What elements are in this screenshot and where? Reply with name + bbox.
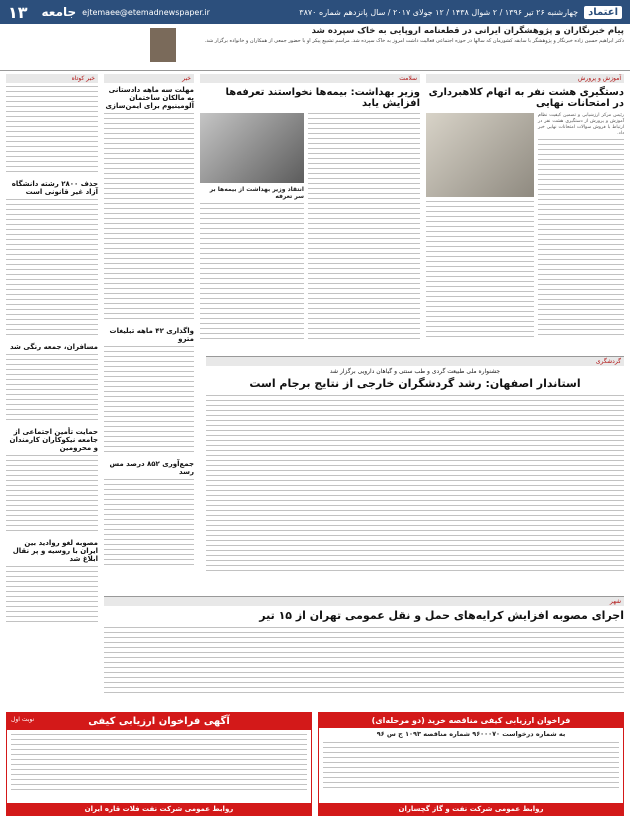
ad-left-title: آگهی فراخوان ارزیابی کیفی (7, 713, 311, 730)
brief-body-lines-5 (6, 566, 98, 626)
brief-body-lines-2 (6, 199, 98, 339)
top-story-box (154, 26, 624, 66)
isfahan-article (206, 356, 624, 587)
hurry-body-lines-3 (104, 479, 194, 569)
hurry-column (104, 74, 194, 594)
page-number: ۱۳ (8, 2, 28, 22)
hurry-headline-2: واگذاری ۴۲ ماهه تبلیغات مترو (109, 327, 194, 343)
ad-left-badge: نوبت اول (11, 716, 35, 723)
health-quote: انتقاد وزیر بهداشت از بیمه‌ها بر سر تعرفه (209, 186, 304, 200)
tehran-article (104, 596, 624, 707)
exam-photo (426, 113, 534, 197)
ad-right-title: فراخوان ارزیابی کیفی مناقصه خرید (دو مرحله‌ای) (319, 713, 623, 728)
brief-headline-2: مسافران، جمعه رنگی شد (9, 343, 98, 351)
ad-right-footer: روابط عمومی شرکت نفت و گاز گچساران (319, 803, 623, 815)
brief-headline-3: حمایت تأمین اجتماعی از جامعه نیکوکاران کارمندان و محرومین (9, 428, 98, 452)
masthead-left (8, 3, 210, 22)
ad-left-footer: روابط عمومی شرکت نفت فلات قاره ایران (7, 803, 311, 815)
hurry-headline-1: مهلت سه ماهه دادستانی به مالکان ساختمان آلومینیوم برای ایمن‌سازی (105, 86, 194, 110)
brief-body-lines-1 (6, 86, 98, 176)
exam-body: رئیس مرکز ارزشیابی و تضمین کیفیت نظام آموزش و پرورش از دستگیری هشت نفر در ارتباط با فروش سوالات امتحانات نهایی خبر داد. (538, 113, 624, 136)
hurry-body-lines-2 (104, 346, 194, 456)
brief-body-lines-3 (6, 354, 98, 424)
isfahan-kicker: جشنواره ملی طبیعت گردی و طب سنتی و گیاهان دارویی برگزار شد (329, 368, 501, 375)
ad-right (318, 712, 624, 816)
health-body-lines (308, 113, 420, 343)
isfahan-body-lines (206, 395, 624, 575)
masthead (0, 0, 630, 24)
brief-headline-1: حذف ۲۸۰۰ رشته دانشگاه آزاد غیر قانونی است (11, 180, 98, 196)
hurry-body-lines-1 (104, 113, 194, 323)
top-story-photo (150, 28, 176, 62)
ad-left (6, 712, 312, 816)
section-title: جامعه (41, 5, 77, 19)
brief-tag: خبر کوتاه (6, 74, 98, 83)
exam-body-lines (538, 139, 624, 339)
exam-body-lines-2 (426, 201, 534, 341)
newspaper-logo: اعتماد (584, 6, 622, 19)
tehran-headline: اجرای مصوبه افزایش کرایه‌های حمل و نقل عمومی تهران از ۱۵ تیر (259, 609, 624, 622)
hurry-tag: خبر (104, 74, 194, 83)
brief-headline-4: مصوبه لغو روادید بین ایران با روسیه و پر نقال ابلاغ شد (12, 539, 98, 563)
brief-column (6, 74, 98, 714)
masthead-right (299, 6, 622, 19)
date-line: چهارشنبه ۲۶ تیر ۱۳۹۶ / ۲ شوال ۱۴۳۸ / ۱۲ جولای ۲۰۱۷ / سال پانزدهم شماره ۳۸۷۰ (299, 7, 579, 17)
health-tag: سلامت (200, 74, 420, 83)
email-address[interactable]: ejtemaee@etemadnewspaper.ir (82, 7, 210, 17)
health-minister-photo (200, 113, 304, 183)
top-story-headline: پیام خبرنگاران و پژوهشگران ایرانی در قطعنامه اروپایی به خاک سپرده شد (311, 26, 624, 36)
ad-right-subtitle: به شماره درخواست ۹۶۰۰۰۷۰ شماره مناقصه ۱۰۹۳ ج س ۹۶ (376, 730, 566, 738)
health-body-lines-2 (200, 203, 304, 343)
ad-left-body-lines (11, 734, 307, 794)
hurry-headline-3: جمع‌آوری ۸۵۲ درصد مس رسد (109, 460, 194, 476)
exam-tag: آموزش و پرورش (426, 74, 624, 83)
exam-article (426, 74, 624, 354)
ad-right-body-lines (323, 742, 619, 792)
exam-headline: دستگیری هشت نفر به اتهام کلاهبرداری در امتحانات نهایی (428, 87, 624, 109)
isfahan-headline: استاندار اصفهان: رشد گردشگران خارجی از نتایج برجام است (249, 377, 581, 390)
top-story (0, 24, 630, 71)
tehran-tag: شهر (104, 597, 624, 606)
tehran-body-lines (104, 627, 624, 697)
brief-body-lines-4 (6, 455, 98, 535)
isfahan-tag: گردشگری (206, 357, 624, 366)
health-headline: وزیر بهداشت: بیمه‌ها نخواستند تعرفه‌ها افزایش یابد (225, 87, 420, 109)
health-article (200, 74, 420, 354)
top-story-body: دکتر ابراهیم حسین زاده خبرنگار و پژوهشگر با سابقه کشورمان که سالها در حوزه اجتماعی فعالیت داشت امروز به خاک سپرده شد. مراسم تشییع پیکر او با حضور جمعی از همکاران و خانواده برگزار شد. (204, 38, 624, 44)
